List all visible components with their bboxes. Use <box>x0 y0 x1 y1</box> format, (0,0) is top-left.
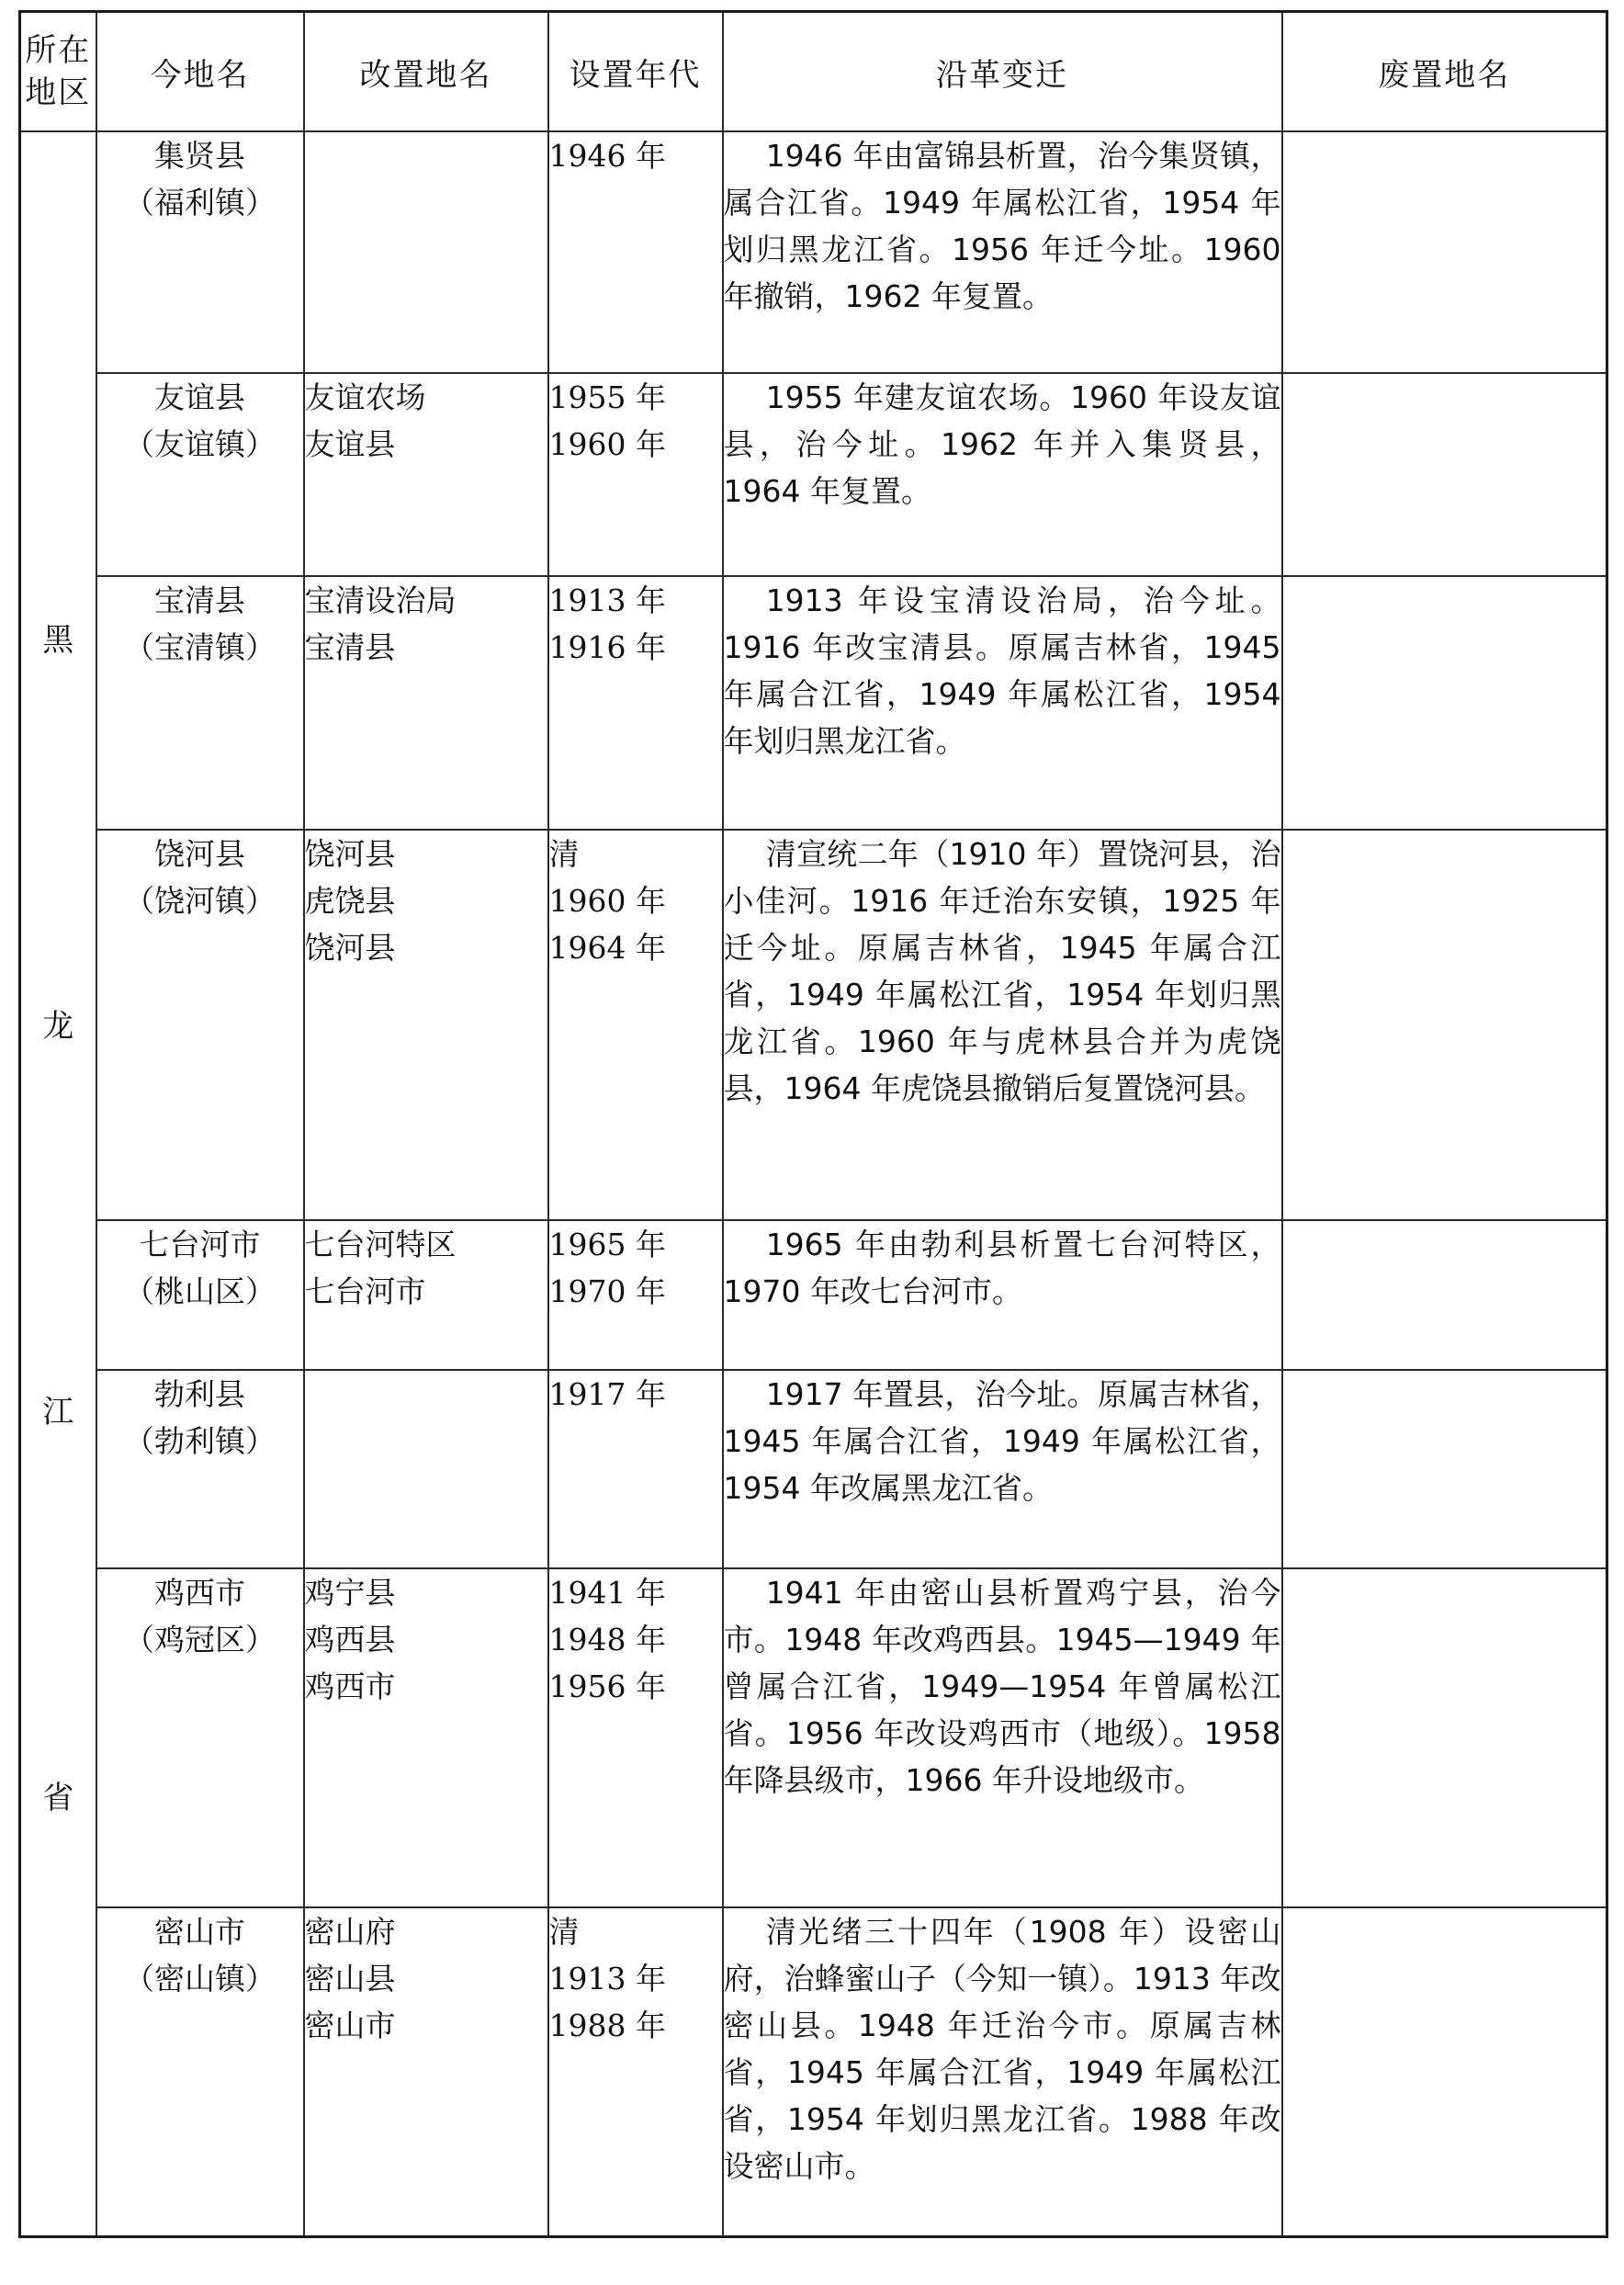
former-name: 友谊农场 <box>304 379 426 415</box>
table-row <box>20 1220 1607 1370</box>
former-name: 鸡宁县 <box>304 1575 396 1611</box>
abolished-names-cell <box>1282 830 1607 1220</box>
header-former-names: 改置地名 <box>304 12 548 132</box>
former-names-cell <box>304 1220 548 1370</box>
year-established: 清 <box>548 1914 580 1950</box>
year-established: 1916 年 <box>548 629 666 665</box>
region-char: 江 <box>42 1394 74 1431</box>
year-established: 1956 年 <box>548 1669 666 1704</box>
seat-name: （勃利镇） <box>124 1423 276 1459</box>
year-established: 1917 年 <box>548 1376 666 1412</box>
former-names-cell <box>304 373 548 576</box>
former-name: 密山市 <box>304 2008 396 2043</box>
history-text: 1941 年由密山县析置鸡宁县，治今市。1948 年改鸡西县。1945—1949 年曾属合江省，1949—1954 年曾属松江省。1956 年改设鸡西市（地级）。1958 年降县级市，1966 年升设地级市。 <box>723 1575 1281 1798</box>
former-name: 友谊县 <box>304 426 396 462</box>
header-year-established: 设置年代 <box>548 12 723 132</box>
current-name: 宝清县 <box>154 583 245 618</box>
history-text: 清光绪三十四年（1908 年）设密山府，治蜂蜜山子（今知一镇）。1913 年改密山县。1948 年迁治今市。原属吉林省，1945 年属合江省，1949 年属松江省，1954 年划归黑龙江省。1988 年改设密山市。 <box>723 1914 1281 2184</box>
header-current-name: 今地名 <box>96 12 304 132</box>
former-name: 宝清县 <box>304 629 396 665</box>
former-name: 密山府 <box>304 1914 396 1950</box>
history-cell <box>723 1568 1282 1907</box>
current-name: 饶河县 <box>154 836 245 872</box>
current-name-cell <box>96 1907 304 2236</box>
seat-name: （鸡冠区） <box>124 1622 276 1657</box>
former-name: 饶河县 <box>304 836 396 872</box>
current-name: 集贤县 <box>154 138 245 174</box>
current-name: 勃利县 <box>154 1376 245 1412</box>
year-cell <box>548 576 723 830</box>
region-char: 龙 <box>42 1008 74 1045</box>
header-abolished-names: 废置地名 <box>1282 12 1607 132</box>
table-row <box>20 830 1607 1220</box>
history-cell <box>723 576 1282 830</box>
header-region-label: 所在 地区 <box>25 32 92 111</box>
seat-name: （饶河镇） <box>124 883 276 919</box>
year-established: 1913 年 <box>548 583 666 618</box>
current-name-cell <box>96 131 304 373</box>
current-name: 友谊县 <box>154 379 245 415</box>
history-cell <box>723 373 1282 576</box>
year-cell <box>548 1370 723 1568</box>
history-cell <box>723 830 1282 1220</box>
year-established: 1960 年 <box>548 426 666 462</box>
abolished-names-cell <box>1282 131 1607 373</box>
year-established: 1970 年 <box>548 1273 666 1309</box>
former-names-cell <box>304 830 548 1220</box>
header-row <box>20 12 1607 132</box>
region-char: 黑 <box>42 622 74 659</box>
abolished-names-cell <box>1282 1568 1607 1907</box>
year-established: 1988 年 <box>548 2008 666 2043</box>
region-char: 省 <box>42 1780 74 1816</box>
year-cell <box>548 1568 723 1907</box>
current-name-cell <box>96 576 304 830</box>
former-names-cell <box>304 576 548 830</box>
seat-name: （宝清镇） <box>124 629 276 665</box>
abolished-names-cell <box>1282 373 1607 576</box>
year-cell <box>548 1220 723 1370</box>
table-row <box>20 373 1607 576</box>
year-cell <box>548 1907 723 2236</box>
year-established: 1955 年 <box>548 379 666 415</box>
table-row <box>20 1370 1607 1568</box>
history-text: 1913 年设宝清设治局，治今址。1916 年改宝清县。原属吉林省，1945 年属合江省，1949 年属松江省，1954 年划归黑龙江省。 <box>723 583 1281 759</box>
former-name: 鸡西县 <box>304 1622 396 1657</box>
header-region <box>20 12 96 132</box>
seat-name: （友谊镇） <box>124 426 276 462</box>
year-established: 1948 年 <box>548 1622 666 1657</box>
former-name: 七台河市 <box>304 1273 426 1309</box>
table-row <box>20 131 1607 373</box>
former-name: 七台河特区 <box>304 1227 457 1262</box>
former-names-cell <box>304 131 548 373</box>
history-cell <box>723 1220 1282 1370</box>
history-text: 清宣统二年（1910 年）置饶河县，治小佳河。1916 年迁治东安镇，1925 年迁今址。原属吉林省，1945 年属合江省，1949 年属松江省，1954 年划归黑龙江省。1960 年与虎林县合并为虎饶县，1964 年虎饶县撤销后复置饶河县。 <box>723 836 1281 1106</box>
current-name: 七台河市 <box>139 1227 261 1262</box>
year-cell <box>548 131 723 373</box>
year-cell <box>548 373 723 576</box>
current-name-cell <box>96 1370 304 1568</box>
abolished-names-cell <box>1282 1370 1607 1568</box>
year-established: 1965 年 <box>548 1227 666 1262</box>
year-established: 1913 年 <box>548 1961 666 1997</box>
history-text: 1965 年由勃利县析置七台河特区，1970 年改七台河市。 <box>723 1227 1281 1309</box>
table-body <box>20 131 1607 2236</box>
history-text: 1946 年由富锦县析置，治今集贤镇，属合江省。1949 年属松江省，1954 年划归黑龙江省。1956 年迁今址。1960 年撤销，1962 年复置。 <box>723 138 1281 314</box>
history-cell <box>723 131 1282 373</box>
history-cell <box>723 1370 1282 1568</box>
table-row <box>20 1907 1607 2236</box>
current-name-cell <box>96 830 304 1220</box>
former-name: 鸡西市 <box>304 1669 396 1704</box>
history-text: 1917 年置县，治今址。原属吉林省，1945 年属合江省，1949 年属松江省，1954 年改属黑龙江省。 <box>723 1376 1281 1506</box>
current-name-cell <box>96 1568 304 1907</box>
gazetteer-table <box>18 10 1608 2238</box>
year-established: 清 <box>548 836 580 872</box>
abolished-names-cell <box>1282 576 1607 830</box>
former-names-cell <box>304 1907 548 2236</box>
year-established: 1941 年 <box>548 1575 666 1611</box>
former-names-cell <box>304 1370 548 1568</box>
former-name: 宝清设治局 <box>304 583 457 618</box>
former-name: 密山县 <box>304 1961 396 1997</box>
year-established: 1960 年 <box>548 883 666 919</box>
history-text: 1955 年建友谊农场。1960 年设友谊县，治今址。1962 年并入集贤县，1964 年复置。 <box>723 379 1281 509</box>
year-established: 1964 年 <box>548 930 666 966</box>
current-name-cell <box>96 373 304 576</box>
former-name: 饶河县 <box>304 930 396 966</box>
region-cell <box>20 131 96 2236</box>
year-cell <box>548 830 723 1220</box>
year-established: 1946 年 <box>548 138 666 174</box>
abolished-names-cell <box>1282 1907 1607 2236</box>
current-name-cell <box>96 1220 304 1370</box>
former-name: 虎饶县 <box>304 883 396 919</box>
seat-name: （密山镇） <box>124 1961 276 1997</box>
former-names-cell <box>304 1568 548 1907</box>
table-row <box>20 1568 1607 1907</box>
seat-name: （桃山区） <box>124 1273 276 1309</box>
history-cell <box>723 1907 1282 2236</box>
header-history: 沿革变迁 <box>723 12 1282 132</box>
abolished-names-cell <box>1282 1220 1607 1370</box>
current-name: 密山市 <box>154 1914 245 1950</box>
seat-name: （福利镇） <box>124 185 276 221</box>
table-row <box>20 576 1607 830</box>
current-name: 鸡西市 <box>154 1575 245 1611</box>
